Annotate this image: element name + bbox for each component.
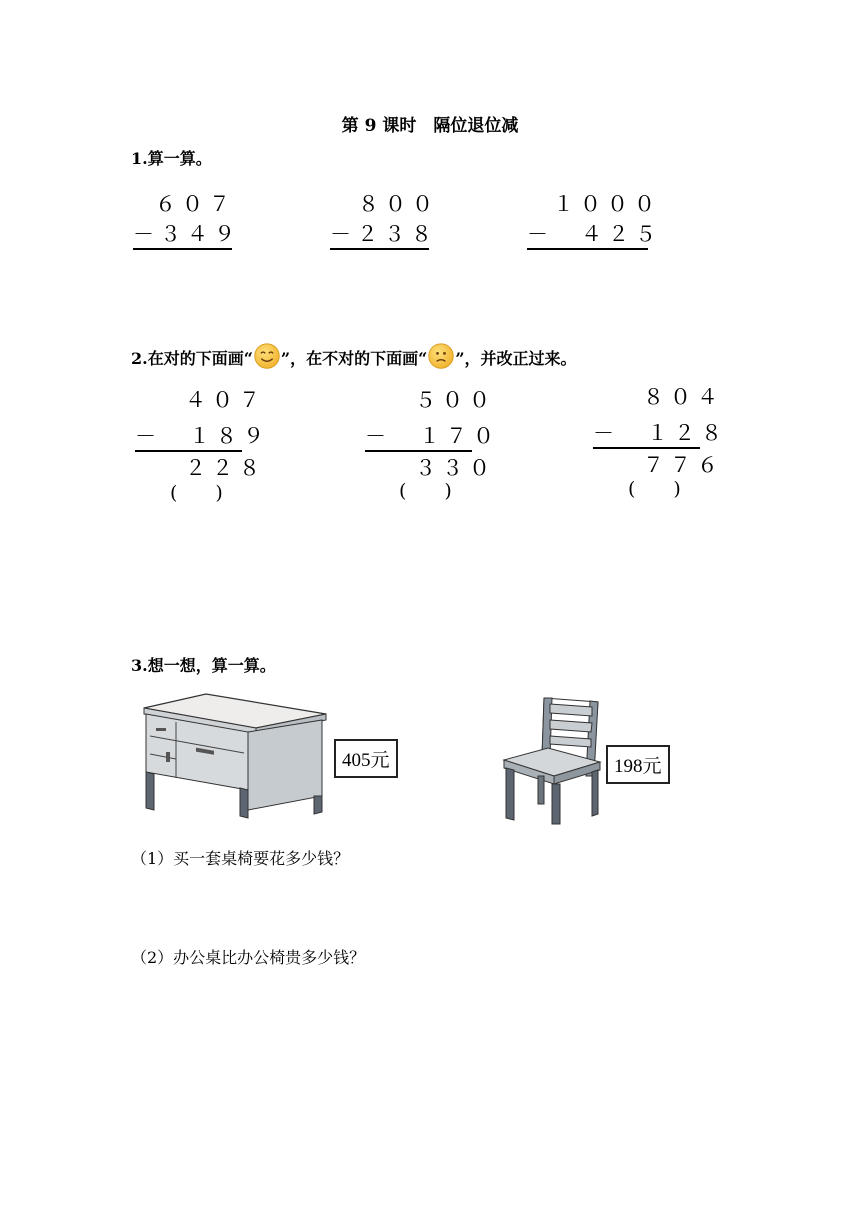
q1-subtrahend: －３４９	[133, 222, 241, 246]
q2-result: ２２８	[185, 456, 266, 480]
q1-subtrahend: －２３８	[330, 222, 438, 246]
smiley-face-icon	[253, 342, 281, 370]
minus-sign: －	[135, 424, 162, 448]
q1-heading: 1.算一算。	[131, 149, 212, 168]
q3-heading: 3.想一想，算一算。	[131, 656, 276, 675]
q2-problem-3	[593, 381, 728, 479]
q2-subtrahend: １８９	[189, 424, 270, 448]
q2-minuend: ８０４	[643, 385, 724, 409]
q1-problem-1	[133, 188, 241, 250]
q2-problem-2	[365, 384, 500, 482]
sad-face-icon	[427, 342, 455, 370]
q1-minuend: １０００	[553, 192, 661, 216]
q1-rule	[133, 248, 232, 250]
q1-rule	[527, 248, 648, 250]
q1-subtrahend: － ４２５	[527, 222, 662, 246]
desk-illustration	[136, 692, 331, 820]
q1-minuend: ８００	[358, 192, 439, 216]
desk-price-tag: 405元	[334, 739, 398, 778]
q2-answer-paren-1[interactable]: ( )	[170, 482, 223, 504]
q1-rule	[330, 248, 429, 250]
q1-problem-3	[527, 188, 662, 250]
q2-result: ７７６	[643, 453, 724, 477]
chair-price-tag: 198元	[606, 745, 670, 784]
q2-heading	[131, 342, 577, 370]
minus-sign: －	[365, 424, 392, 448]
q3-sub-question-2: （2）办公桌比办公椅贵多少钱？	[131, 948, 366, 967]
q2-subtrahend: １２８	[647, 421, 728, 445]
minus-sign: －	[593, 421, 620, 445]
q2-minuend: ４０７	[185, 388, 266, 412]
q3-sub-question-1: （1）买一套桌椅要花多少钱？	[131, 849, 350, 868]
q2-answer-paren-2[interactable]: ( )	[399, 480, 452, 502]
q2-text-b: ”，在不对的下面画“	[280, 349, 428, 368]
chair-illustration	[498, 692, 608, 827]
q2-result: ３３０	[415, 456, 496, 480]
q2-text-a: 2.在对的下面画“	[131, 349, 253, 368]
q1-minuend: ６０７	[155, 192, 236, 216]
q2-minuend: ５００	[415, 388, 496, 412]
page-title: 第 9 课时 隔位退位减	[341, 116, 519, 136]
q2-answer-paren-3[interactable]: ( )	[628, 478, 681, 500]
q1-problem-2	[330, 188, 439, 250]
q2-problem-1	[135, 384, 270, 482]
q2-subtrahend: １７０	[419, 424, 500, 448]
q2-text-c: ”，并改正过来。	[455, 349, 577, 368]
